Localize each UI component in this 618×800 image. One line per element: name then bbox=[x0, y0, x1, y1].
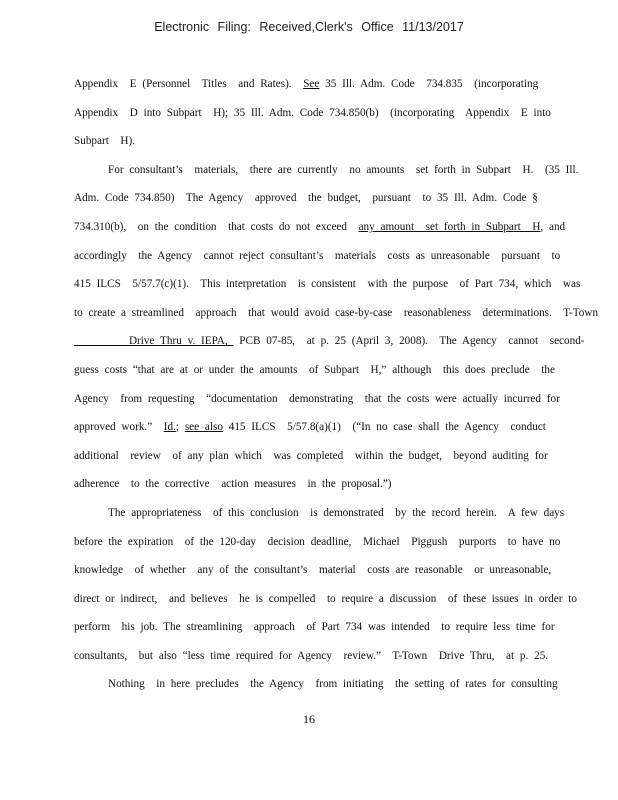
text-segment: direct or indirect, and believes he is compelled to require a discussion of these issues in order to bbox=[74, 592, 577, 605]
text-segment: perform his job. The streamlining approach of Part 734 was intended to require less time for bbox=[74, 621, 555, 634]
text-segment: 734.310(b), on the condition that costs do not exceed bbox=[74, 220, 359, 233]
underlined-citation: See bbox=[303, 78, 320, 90]
text-segment: Appendix D into Subpart H); 35 Ill. Adm. Code 734.850(b) (incorporating Appendix E into bbox=[74, 106, 551, 119]
text-line bbox=[74, 327, 585, 356]
paragraph-start-line bbox=[74, 670, 558, 699]
text-line bbox=[74, 356, 555, 385]
text-segment: The appropriateness of this conclusion is demonstrated by the record herein. A few days bbox=[108, 506, 565, 519]
text-line bbox=[74, 470, 544, 499]
underlined-citation: see also bbox=[184, 421, 223, 434]
text-segment: consultants, but also “less time required for Agency review.” T-Town Drive Thru, at p. 25. bbox=[74, 649, 549, 662]
text-segment: ; bbox=[175, 421, 185, 434]
text-segment: Appendix E (Personnel Titles and Rates). bbox=[74, 78, 304, 90]
text-line bbox=[74, 642, 549, 671]
text-segment: approved work.” bbox=[74, 421, 164, 434]
text-line bbox=[74, 127, 544, 156]
text-segment: to create a streamlined approach that would avoid case-by-case reasonableness determinations. T-Town bbox=[74, 306, 599, 319]
underlined-citation: any amount set forth in Subpart H bbox=[358, 220, 541, 233]
text-line bbox=[74, 442, 548, 471]
text-segment: accordingly the Agency cannot reject consultant’s materials costs as unreasonable pursuant to bbox=[74, 249, 561, 262]
body-text bbox=[74, 70, 599, 699]
paragraph-start-line bbox=[74, 499, 565, 528]
text-segment: 415 ILCS 5/57.8(a)(1) (“In no case shall the Agency conduct bbox=[222, 421, 546, 434]
text-line bbox=[74, 585, 577, 614]
underlined-citation: Drive Thru v. IEPA, bbox=[74, 335, 234, 348]
text-segment: knowledge of whether any of the consultant’s material costs are reasonable or unreasonable, bbox=[74, 564, 552, 577]
text-segment: 35 Ill. Adm. Code 734.835 (incorporating bbox=[319, 78, 539, 90]
text-segment: before the expiration of the 120-day decision deadline, Michael Piggush purports to have no bbox=[74, 535, 561, 548]
text-segment: PCB 07-85, at p. 25 (April 3, 2008). The Agency cannot second- bbox=[233, 335, 585, 348]
text-segment: , and bbox=[540, 220, 566, 233]
paragraph-start-line bbox=[74, 156, 579, 185]
filing-header: Electronic Filing: Received,Clerk's Office 11/13/2017 bbox=[154, 20, 464, 34]
text-segment: adherence to the corrective action measures in the proposal.”) bbox=[74, 478, 392, 491]
text-line bbox=[74, 242, 561, 271]
text-line bbox=[74, 70, 544, 99]
page-number: 16 bbox=[303, 712, 315, 726]
text-segment: Agency from requesting “documentation demonstrating that the costs were actually incurred for bbox=[74, 392, 560, 405]
text-line bbox=[74, 413, 544, 442]
text-line bbox=[74, 528, 561, 557]
text-segment: Adm. Code 734.850) The Agency approved the budget, pursuant to 35 Ill. Adm. Code § bbox=[74, 192, 538, 205]
text-line bbox=[74, 299, 599, 328]
text-segment: 415 ILCS 5/57.7(c)(1). This interpretation is consistent with the purpose of Part 734, which was bbox=[74, 278, 581, 291]
text-segment: additional review of any plan which was completed within the budget, beyond auditing for bbox=[74, 449, 548, 462]
text-line bbox=[74, 385, 560, 414]
text-line bbox=[74, 613, 555, 642]
text-line bbox=[74, 213, 566, 242]
underlined-citation: Id. bbox=[163, 421, 176, 434]
text-segment: guess costs “that are at or under the amounts of Subpart H,” although this does preclude the bbox=[74, 363, 555, 376]
text-segment: Subpart H). bbox=[74, 135, 135, 148]
text-line bbox=[74, 556, 552, 585]
text-line bbox=[74, 270, 581, 299]
text-line bbox=[74, 184, 544, 213]
text-segment: For consultant’s materials, there are currently no amounts set forth in Subpart H. (35 Ill. bbox=[108, 163, 579, 176]
text-line bbox=[74, 99, 551, 128]
text-segment: Nothing in here precludes the Agency from initiating the setting of rates for consulting bbox=[108, 678, 558, 691]
